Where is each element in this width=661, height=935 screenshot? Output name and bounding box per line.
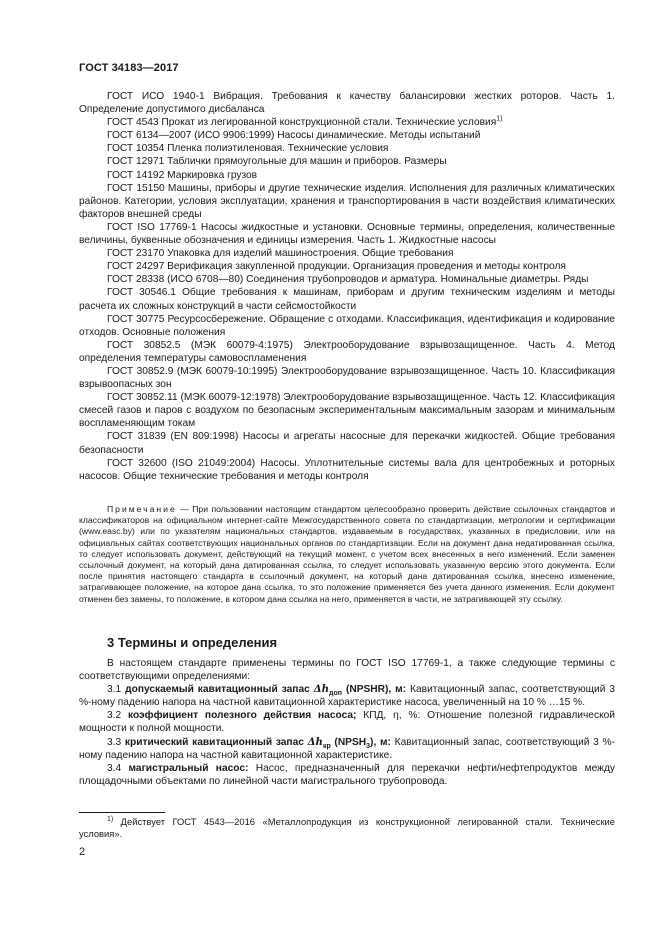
term-number: 3.1 [107,684,126,696]
reference-item: ГОСТ 14192 Маркировка грузов [107,169,258,181]
normative-references-list [79,90,615,483]
reference-item: ГОСТ ISO 17769-1 Насосы жидкостные и установки. Основные термины, определения, количественные величины, буквенные обозначения и единицы измерения. Часть 1. Жидкостные насосы [79,221,615,247]
section-intro: В настоящем стандарте применены термины по ГОСТ ISO 17769-1, а также следующие термины с соответствующими определениями: [79,658,615,683]
term-definition [79,762,615,788]
reference-item: ГОСТ 15150 Машины, приборы и другие технические изделия. Исполнения для различных климатических районов. Категории, условия эксплуатации, хранения и транспортирования в части воздействия климатических факторов внешней среды [79,182,615,220]
reference-item: ГОСТ 28338 (ИСО 6708—80) Соединения трубопроводов и арматура. Номинальные диаметры. Ряды [107,274,589,286]
term-definition [79,736,615,762]
term-definition-text: Кавитационный запас, соответствующий 3 %-ному падению напора на частной кавитационной характеристике. [79,736,616,761]
term-number: 3.4 [107,762,129,774]
term-abbreviation-subscript: 3 [366,742,371,750]
term-number: 3.2 [107,710,128,722]
term-symbol-subscript: кр [322,742,331,750]
reference-item: ГОСТ 31839 (EN 809:1998) Насосы и агрегаты насосные для перекачки жидкостей. Общие требования безопасности [79,431,615,456]
reference-item: ГОСТ 30852.9 (МЭК 60079-10:1995) Электрооборудование взрывозащищенное. Часть 10. Классификация взрывоопасных зон [79,365,615,391]
term-abbreviation: (NPSHR), м: [342,684,407,696]
term-symbol: Δh [307,735,323,748]
reference-item: ГОСТ 23170 Упаковка для изделий машиностроения. Общие требования [107,248,454,260]
term-definition-text: Кавитационный запас, соответствующий 3 %-ному падению напора на частной кавитационной характеристике насоса, увеличенный на 10 % …15 %. [79,684,615,709]
reference-item: ГОСТ 6134—2007 (ИСО 9906:1999) Насосы динамические. Методы испытаний [107,130,481,142]
footnote-marker: 1) [496,115,503,123]
footnote-marker: 1) [107,815,114,823]
reference-item: ГОСТ 30546.1 Общие требования к машинам, приборам и другим техническим изделиям и методы расчета их сложных конструкций в части сейсмостойкости [79,287,615,312]
note-text: — При пользовании настоящим стандартом целесообразно проверить действие ссылочных стандартов и классификаторов на официальном интернет-сайте Межгосударственного совета по стандартизации, метрологии и сертификации (www.easc.by) или по указателям национальных стандартов, издаваемым в государствах, указанных в предисловии, или на официальных сайтах соответствующих национальных органов по стандартизации. Если на документ дана недатированная ссылка, то следует использовать документ, действующий на текущий момент, с учетом всех внесенных в него изменений. Если заменен ссылочный документ, на который дана датированная ссылка, то следует использовать указанную версию этого документа. Если после принятия настоящего стандарта в ссылочный документ, на который дана датированная ссылка, внесено изменение, затрагивающее положение, на которое дана ссылка, то это положение применяется без учета данного изменения. Если документ отменен без замены, то положение, в котором дана ссылка на него, применяется в части, не затрагивающей эту ссылку. [79,504,615,604]
term-definition-text: Отношение полезной гидравлической мощности к полной мощности. [79,710,615,735]
footnote-text: Действует ГОСТ 4543—2016 «Металлопродукция из конструкционной легированной стали. Технические условия». [79,816,615,840]
term-definition [79,709,615,735]
note-label: Примечание [107,504,177,514]
reference-text: ГОСТ 4543 Прокат из легированной конструкционной стали. Технические условия [107,117,497,129]
reference-item: ГОСТ 24297 Верификация закупленной продукции. Организация проведения и методы контроля [107,261,566,273]
term-definition [79,683,615,709]
term-symbol: Δh [313,683,330,696]
reference-item: ГОСТ 30852.5 (МЭК 60079-4:1975) Электрооборудование взрывозащищенное. Часть 4. Метод определения температуры самовоспламенения [79,339,615,364]
reference-item [79,116,615,129]
reference-item: ГОСТ 32600 (ISO 21049:2004) Насосы. Уплотнительные системы вала для центробежных и роторных насосов. Общие технические требования и методы контроля [79,457,615,482]
term-abbreviation: (NPSH [330,736,367,748]
term-synonyms: КПД, η, %: [356,710,421,722]
term-name: допускаемый кавитационный запас [125,684,314,696]
footnote-separator [79,812,165,813]
reference-item: ГОСТ 12971 Таблички прямоугольные для машин и приборов. Размеры [107,156,447,168]
reference-item: ГОСТ ИСО 1940-1 Вибрация. Требования к качеству балансировки жестких роторов. Часть 1. Определение допустимого дисбаланса [79,91,615,116]
term-name: магистральный насос: [128,762,249,774]
term-abbreviation-end: ), м: [370,736,391,748]
term-name: коэффициент полезного действия насоса; [128,710,357,722]
term-symbol-subscript: доп [329,690,342,698]
reference-item: ГОСТ 10354 Пленка полиэтиленовая. Технические условия [107,143,389,155]
footnote [79,816,615,841]
reference-item: ГОСТ 30852.11 (МЭК 60079-12:1978) Электрооборудование взрывозащищенное. Часть 12. Классификация смесей газов и паров с воздухом по безопасным экспериментальным максимальным зазорам и минимальным воспламеняющим токам [79,392,615,430]
section-title: 3 Термины и определения [107,635,278,650]
note-paragraph [79,504,615,605]
reference-item: ГОСТ 30775 Ресурсосбережение. Обращение с отходами. Классификация, идентификация и кодирование отходов. Основные положения [79,313,615,338]
term-name: критический кавитационный запас [124,736,308,748]
page-number: 2 [79,846,86,858]
term-definition-text: Насос, предназначенный для перекачки нефти/нефтепродуктов между площадочными объектами по линейной части магистрального трубопровода. [79,762,616,787]
terms-section-body [79,657,615,788]
document-header: ГОСТ 34183—2017 [79,62,179,74]
term-number: 3.3 [107,736,125,748]
